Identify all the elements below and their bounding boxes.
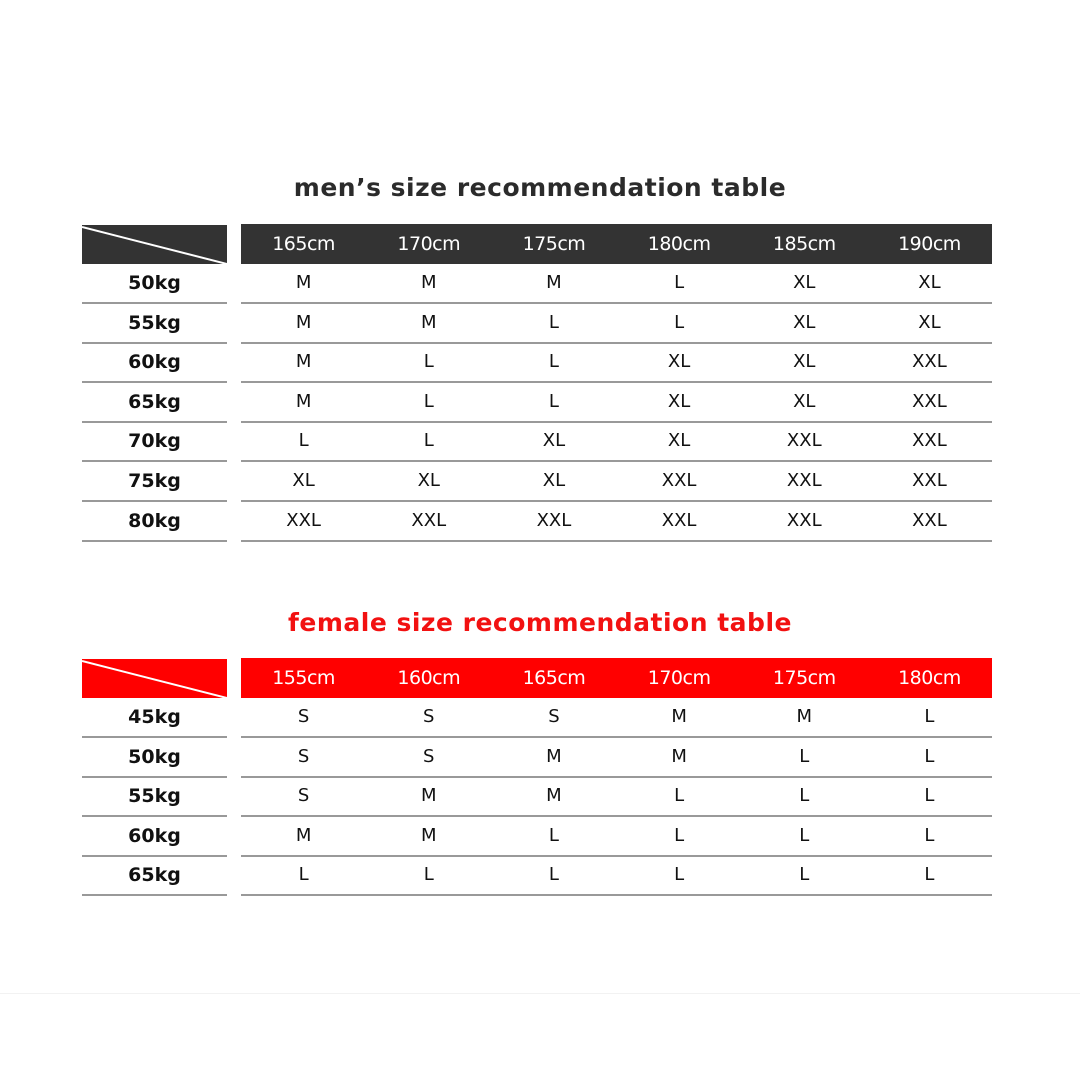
size-cell: M (420, 311, 437, 333)
size-cell: XL (793, 390, 816, 412)
size-cell: L (799, 864, 810, 886)
size-cell: L (924, 785, 935, 807)
table-row (82, 462, 992, 502)
size-cell: L (674, 824, 685, 846)
size-cell: M (796, 706, 813, 727)
size-cells (241, 856, 992, 896)
height-header-cell: 185cm (772, 233, 836, 255)
size-cell: L (674, 864, 685, 886)
size-cell: XL (542, 469, 566, 491)
table-row (82, 698, 992, 738)
height-header-cell: 165cm (522, 667, 586, 689)
diagonal-corner-cell (82, 659, 227, 698)
table-row (82, 856, 992, 896)
size-cell: XL (793, 311, 816, 333)
size-cell: XXL (536, 509, 572, 531)
size-cells (241, 343, 992, 383)
table-row (82, 738, 992, 778)
size-cell: XL (667, 430, 691, 452)
size-cells (241, 817, 992, 857)
weight-label: 55kg (82, 304, 227, 344)
size-cell: M (546, 785, 562, 807)
size-cell: L (674, 785, 685, 807)
size-cell: XL (918, 272, 941, 293)
weight-label: 50kg (82, 738, 227, 778)
size-cells (241, 777, 992, 817)
size-cell: XXL (912, 430, 947, 452)
size-cell: L (548, 351, 559, 373)
size-cell: S (548, 706, 560, 727)
size-cell: XL (542, 430, 566, 452)
female-header-row (82, 658, 992, 698)
table-row (82, 502, 992, 542)
table-row (82, 777, 992, 817)
size-cell: XXL (786, 469, 822, 491)
divider (0, 993, 1080, 994)
size-cell: XXL (912, 469, 947, 491)
size-cells (241, 383, 992, 423)
size-cell: L (674, 311, 685, 333)
size-cell: M (420, 272, 437, 293)
size-cell: XXL (786, 509, 822, 531)
size-cell: L (799, 745, 810, 767)
size-cell: L (423, 390, 434, 412)
weight-label: 60kg (82, 343, 227, 383)
size-cell: M (671, 745, 687, 767)
size-cell: L (548, 390, 559, 412)
size-cell: S (297, 785, 310, 807)
size-cell: M (295, 824, 312, 846)
size-cell: S (423, 745, 435, 767)
height-header-cell: 180cm (647, 233, 711, 255)
size-cell: XL (793, 351, 816, 373)
weight-label: 55kg (82, 777, 227, 817)
size-cell: M (295, 351, 312, 373)
size-cell: M (420, 824, 437, 846)
men-height-header (241, 224, 992, 264)
weight-label: 65kg (82, 856, 227, 896)
size-cell: XL (918, 311, 941, 333)
size-cell: L (548, 824, 559, 846)
size-cells (241, 462, 992, 502)
size-cells (241, 738, 992, 778)
height-header-cell: 175cm (772, 667, 836, 689)
size-cell: XXL (786, 430, 822, 452)
size-cell: S (423, 706, 435, 727)
size-cell: L (423, 864, 434, 886)
diagonal-corner-cell (82, 225, 227, 264)
size-cell: L (423, 351, 434, 373)
weight-label: 75kg (82, 462, 227, 502)
height-header-cell: 155cm (272, 667, 335, 689)
men-size-table (82, 224, 992, 541)
female-table-title: female size recommendation table (288, 608, 792, 637)
weight-label: 80kg (82, 502, 227, 542)
size-cell: M (295, 311, 312, 333)
table-row (82, 817, 992, 857)
size-cell: XL (667, 351, 691, 373)
size-cell: M (420, 785, 437, 807)
height-header-cell: 170cm (647, 667, 711, 689)
size-cell: L (298, 430, 309, 452)
size-cell: XXL (912, 390, 947, 412)
size-cell: M (671, 706, 687, 727)
size-cell: M (295, 390, 312, 412)
size-cell: XXL (661, 509, 697, 531)
height-header-cell: 180cm (898, 667, 961, 689)
size-cell: L (924, 706, 935, 727)
size-cell: S (297, 706, 310, 727)
height-header-cell: 165cm (272, 233, 335, 255)
table-row (82, 304, 992, 344)
size-cell: L (548, 311, 559, 333)
size-cell: L (799, 824, 810, 846)
size-cell: L (799, 785, 810, 807)
weight-label: 45kg (82, 698, 227, 738)
size-cell: S (297, 745, 310, 767)
size-cells (241, 698, 992, 738)
table-row (82, 383, 992, 423)
size-cell: L (924, 824, 935, 846)
height-header-cell: 160cm (397, 667, 461, 689)
size-cells (241, 502, 992, 542)
size-cells (241, 304, 992, 344)
weight-label: 70kg (82, 422, 227, 462)
size-cell: L (298, 864, 309, 886)
size-cell: XL (292, 469, 315, 491)
weight-label: 65kg (82, 383, 227, 423)
size-cells (241, 422, 992, 462)
size-cell: M (546, 745, 562, 767)
height-header-cell: 170cm (397, 233, 461, 255)
height-header-cell: 175cm (522, 233, 586, 255)
size-cells (241, 264, 992, 304)
table-row (82, 422, 992, 462)
size-cell: XXL (286, 509, 321, 531)
weight-label: 60kg (82, 817, 227, 857)
table-row (82, 343, 992, 383)
size-cell: L (548, 864, 559, 886)
size-cell: XL (417, 469, 440, 491)
size-cell: XXL (661, 469, 697, 491)
size-cell: L (674, 272, 685, 293)
female-height-header (241, 658, 992, 698)
size-cell: XXL (912, 509, 947, 531)
men-table-title: men’s size recommendation table (293, 173, 787, 202)
size-cell: XXL (912, 351, 947, 373)
size-cell: XL (793, 272, 816, 293)
men-header-row (82, 224, 992, 264)
table-row (82, 264, 992, 304)
size-cell: XL (667, 390, 691, 412)
size-cell: L (924, 864, 935, 886)
weight-label: 50kg (82, 264, 227, 304)
size-cell: L (423, 430, 434, 452)
size-cell: L (924, 745, 935, 767)
size-cell: XXL (411, 509, 447, 531)
size-cell: M (546, 272, 562, 293)
height-header-cell: 190cm (898, 233, 961, 255)
female-size-table (82, 658, 992, 896)
size-cell: M (295, 272, 312, 293)
